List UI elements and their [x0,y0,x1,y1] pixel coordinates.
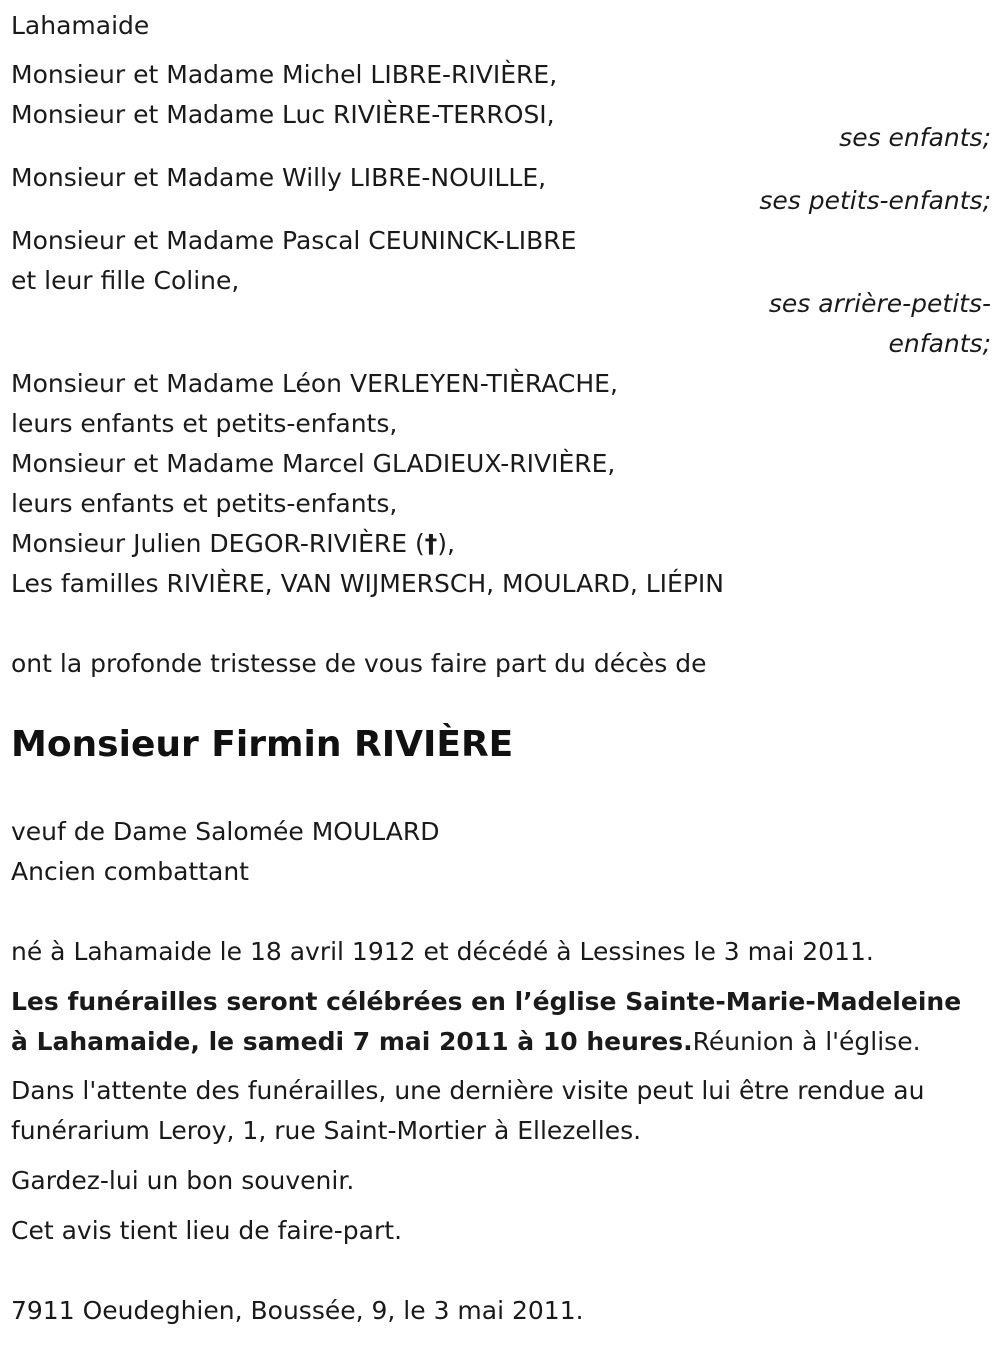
grandchild-line-1: Monsieur et Madame Willy LIBRE-NOUILLE, [11,163,547,192]
great-grandchild-line-1: Monsieur et Madame Pascal CEUNINCK-LIBRE [11,226,577,255]
family-line-2: leurs enfants et petits-enfants, [11,409,398,438]
deceased-name: Monsieur Firmin RIVIÈRE [11,724,514,765]
great-grandchildren-label-2: enfants; [888,329,991,358]
children-label: ses enfants; [839,123,991,152]
families-line: Les familles RIVIÈRE, VAN WIJMERSCH, MOULARD, LIÉPIN [11,569,724,598]
notice-line: Cet avis tient lieu de faire-part. [11,1216,403,1245]
grandchildren-label: ses petits-enfants; [759,186,991,215]
family-line-3: Monsieur et Madame Marcel GLADIEUX-RIVIÈRE, [11,449,616,478]
birth-death-line: né à Lahamaide le 18 avril 1912 et décédé à Lessines le 3 mai 2011. [11,937,874,966]
great-grandchild-line-2: et leur fille Coline, [11,266,240,295]
veteran-line: Ancien combattant [11,857,249,886]
julien-line [11,524,455,564]
child-line-2: Monsieur et Madame Luc RIVIÈRE-TERROSI, [11,100,555,129]
child-line-1: Monsieur et Madame Michel LIBRE-RIVIÈRE, [11,60,558,89]
address-line: 7911 Oeudeghien, Boussée, 9, le 3 mai 2011. [11,1296,584,1325]
julien-suffix: ), [437,529,455,558]
cross-icon: † [424,529,438,558]
family-line-4: leurs enfants et petits-enfants, [11,489,398,518]
family-line-1: Monsieur et Madame Léon VERLEYEN-TIÈRACHE, [11,369,618,398]
funeral-details: Les funérailles seront célébrées en l’église Sainte-Marie-Madeleine à Lahamaide, le samedi 7 mai 2011 à 10 heures. [11,987,962,1056]
place-heading: Lahamaide [11,11,150,40]
great-grandchildren-label-1: ses arrière-petits- [768,289,991,318]
remember-line: Gardez-lui un bon souvenir. [11,1166,355,1195]
julien-prefix: Monsieur Julien DEGOR-RIVIÈRE ( [11,529,425,558]
widower-line: veuf de Dame Salomée MOULARD [11,817,440,846]
funeral-meeting: Réunion à l'église. [692,1027,921,1056]
funeral-paragraph [11,982,986,1062]
announcement-line: ont la profonde tristesse de vous faire part du décès de [11,649,707,678]
visit-paragraph: Dans l'attente des funérailles, une dernière visite peut lui être rendue au funérarium Leroy, 1, rue Saint-Mortier à Ellezelles. [11,1076,925,1145]
